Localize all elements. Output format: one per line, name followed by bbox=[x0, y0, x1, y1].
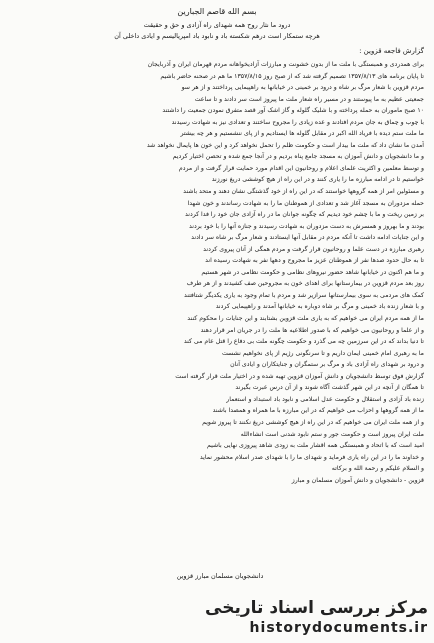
body-line: و از علما و روحانیون می خواهیم که با صدور اطلاعیه ها ملت را در جریان امر قرار دهند bbox=[200, 326, 424, 334]
body-line: و خداوند ما را در این راه یاری فرماید و شهدای ما را با شهدای صدر اسلام محشور نماید bbox=[199, 453, 424, 461]
body-line: و از همه ملت ایران می خواهیم که در این راه از هیچ کوششی دریغ نکنند تا پیروز شویم bbox=[202, 418, 424, 426]
body-line: آمدن ما نشان داد که ملت ما بیدار است و حکومت ظلم را تحمل نخواهد کرد و این خون ها پایمال نخواهد شد bbox=[146, 141, 424, 149]
body-line: با چوب و چماق به جان مردم افتادند و عده زیادی را مجروح ساختند و تعدادی نیز به شهادت رسیدند bbox=[171, 118, 424, 126]
signature: دانشجویان مسلمان مبارز قزوین bbox=[176, 572, 264, 580]
body-line: و توسط معلمین و اکثریت علمای اعلام و روحانیون این اقدام مورد حمایت قرار گرفت و از مردم bbox=[178, 164, 424, 172]
body-line: تا به حال حدود صدها نفر از هموطنان عزیز ما مجروح و دهها نفر به شهادت رسیده اند bbox=[205, 257, 424, 265]
body-line: روز بعد مردم قزوین در بیمارستانها برای اهدای خون به مجروحین صف کشیدند و از هر طرف bbox=[186, 280, 424, 288]
body-line: و السلام علیکم و رحمة الله و برکاته bbox=[331, 465, 424, 473]
salutation: گزارش فاجعه قزوین : bbox=[359, 47, 424, 55]
body-line: و درود بر شهدای راه آزادی باد و مرگ بر ستمگران و جنایتکاران و ایادی آنان bbox=[230, 361, 424, 369]
watermark-url: historydocuments.ir bbox=[249, 620, 428, 636]
body-line: برای همدردی و همبستگی با ملت ما از بدون خشونت و مبارزات آزادیخواهانه مردم قهرمان ایران و آذربایجان bbox=[147, 61, 424, 68]
body-line: مردم قزوین با شعار مرگ بر شاه و درود بر خمینی در خیابانها به راهپیمایی پرداختند و از هر سو bbox=[181, 84, 424, 92]
body-line: تا پایان برنامه های ۱۳۵۷/۸/۱۳ تصمیم گرفته شد که از صبح روز ۱۳۵۷/۸/۱۵ ما هم در صحنه حاضر باشیم bbox=[160, 72, 424, 80]
body-line: و با شعار زنده باد خمینی و مرگ بر شاه دوباره به خیابانها آمدند و راهپیمایی کردند bbox=[215, 303, 424, 311]
body-line: و این جنایات ادامه داشت تا آنکه مردم در مقابل آنها ایستادند و شعار مرگ بر شاه سر دادند bbox=[191, 234, 424, 242]
intro-line: هرچه ستمکار است درهم شکسته باد و نابود باد امپریالیسم و ایادی داخلی آن bbox=[114, 32, 320, 40]
body-line: ۱۰ صبح ماموران به حمله پرداخته و با شلیک گلوله و گاز اشک آور قصد متفرق نمودن جمعیت را داشتند bbox=[162, 107, 424, 115]
body-line: خواستیم تا در ادامه مبارزه ما را یاری کنند و در این راه از هیچ کوششی دریغ نورزند bbox=[211, 176, 424, 184]
body-line: بودند و ما بهروز و همسرش به دست مزدوران به شهادت رسیدند و جنازه آنها را با خود بردند bbox=[188, 222, 424, 230]
body-line: ما به رهبری امام خمینی ایمان داریم و تا سرنگونی رژیم از پای نخواهیم نشست bbox=[221, 349, 424, 357]
body-line: و ما هم اکنون در خیابانها شاهد حضور نیروهای نظامی و حکومت نظامی در شهر هستیم bbox=[201, 268, 424, 276]
watermark-title: مرکز بررسی اسناد تاریخی bbox=[205, 598, 428, 618]
intro-line: درود ما نثار روح همه شهدای راه آزادی و حق و حقیقت bbox=[143, 21, 291, 29]
body-line: ما از همه مردم ایران می خواهیم که به یاری ملت قزوین بشتابند و این جنایات را محکوم کنند bbox=[187, 315, 424, 323]
body-line: ملت ایران پیروز است و حکومت جور و ستم نابود شدنی است انشاءالله bbox=[240, 430, 424, 438]
body-line: کمک های مردمی به سوی بیمارستانها سرازیر شد و مردم با تمام وجود به یاری یکدیگر شتافتند bbox=[183, 291, 424, 299]
body-line: ما ملت ستم دیده با فریاد الله اکبر در مقابل گلوله ها ایستادیم و از پای ننشستیم و هر چه بیشتر bbox=[180, 130, 424, 138]
body-line: رهبری مبارزه در دست علما و روحانیون قرار گرفت و مردم همگی از آنان پیروی کردند bbox=[203, 245, 424, 253]
body-line: بر زمین ریخت و ما با چشم خود دیدیم که چگونه جوانان ما در راه آزادی جان خود را فدا کردند bbox=[184, 211, 424, 219]
watermark bbox=[188, 597, 428, 637]
document-body bbox=[10, 59, 424, 486]
body-line: و مسئولین امر از همه گروهها خواستند که در این راه از خود گذشتگی نشان دهند و متحد باشند bbox=[183, 188, 424, 196]
body-line: قزوین - دانشجویان و دانش آموزان مسلمان و مبارز bbox=[291, 476, 424, 484]
body-line: تا دنیا بداند که در این سرزمین چه می گذرد و حکومت چگونه ملت بی دفاع را قتل عام می کند bbox=[183, 338, 424, 346]
body-line: تا همگان از آنچه در این شهر گذشت آگاه شوند و از آن درس عبرت بگیرند bbox=[235, 384, 424, 392]
body-line: گزارش فوق توسط دانشجویان و دانش آموزان قزوین تهیه شده و در اختیار ملت قرار گرفته است bbox=[175, 372, 424, 380]
body-line: امید است که با اتحاد و همبستگی همه اقشار ملت به زودی شاهد پیروزی نهایی باشیم bbox=[206, 442, 424, 450]
body-line: و ما دانشجویان و دانش آموزان به مسجد جامع پناه بردیم و در آنجا جمع شده و تحصن اختیار کردیم bbox=[172, 153, 424, 161]
body-line: ما از همه گروهها و احزاب می خواهیم که در این مبارزه با ما همراه و همصدا باشند bbox=[212, 407, 424, 415]
body-line: جمعیتی عظیم به ما پیوستند و در مسیر راه شعار ملت ما پیروز است سر دادند و تا ساعت bbox=[194, 95, 424, 103]
document-header: بسم الله قاصم الجبارین bbox=[177, 7, 257, 16]
body-line: حمله مزدوران به مسجد آغاز شد و تعدادی از هموطنان ما را به شهادت رساندند و خون شهدا bbox=[187, 199, 424, 207]
body-line: زنده باد آزادی و استقلال و حکومت عدل اسلامی و نابود باد استبداد و استعمار bbox=[226, 395, 424, 403]
